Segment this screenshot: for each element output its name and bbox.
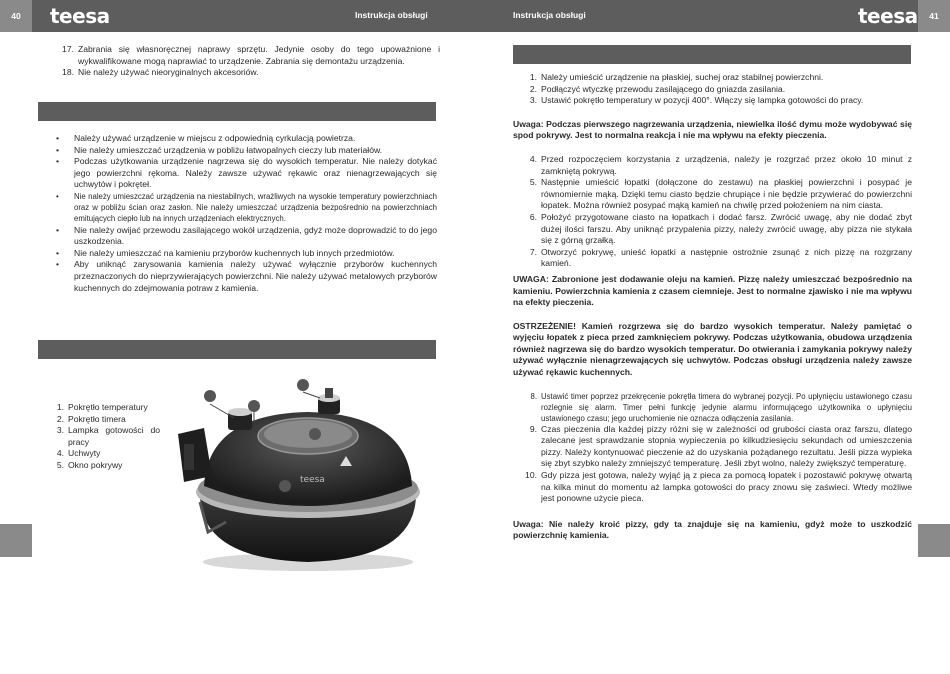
side-tab-right [918,524,950,557]
list-item: 5. Następnie umieścić łopatki (dołączone do zestawu) na płaskiej powierzchni i posypać je równomiernie mąką. Dzięki temu ciasto będzie chrupiące i nie będzie przywierać do powierzchni łopatek. Można również posypać mąką kamień na chwilę przed położeniem na nim ciasta. [529,177,912,211]
list-item: 3. Ustawić pokrętło temperatury w pozycji 400°. Włączy się lampka gotowości do pracy. [529,95,864,106]
note-first-heating: Uwaga: Podczas pierwszego nagrzewania urządzenia, niewielka ilość dymu może wydobywać się spod pokrywy. Jest to normalna reakcja i nie ma wpływu na efekty pieczenia. [513,118,912,141]
list-item: 17. Zabrania się własnoręcznej naprawy sprzętu. Jedynie osoby do tego upoważnione i wykwalifikowane mogą naprawiać to urządzenie. Zabrania się demontażu urządzenia. [62,44,440,66]
product-logo: teesa [300,475,325,485]
right-column [513,72,912,542]
header-title-left: Instrukcja obsługi [355,10,428,20]
list-item: 10. Gdy pizza jest gotowa, należy wyjąć ją z pieca za pomocą łopatek i pozostawić pokrywę otwartą na kilka minut do momentu aż lampka gotowości do pracy znowu się zaświeci. Wtedy możliwe jest ponowne użycie pieca. [525,470,912,504]
brand-logo-left: teesa [50,4,110,28]
list-item: 6. Położyć przygotowane ciasto na łopatkach i dodać farsz. Zwrócić uwagę, aby nie dodać zbyt dużej ilości farszu. Aby uniknąć przypalenia pizzy, należy zwrócić uwagę, aby pizza nie stykała się z górną grzałką. [529,211,912,246]
list-item: • Aby uniknąć zarysowania kamienia należy używać wyłącznie przyborów kuchennych przeznaczonych do nieprzywierających powierzchni. Nie należy używać metalowych przyborów kuchennych do zdejmowania potraw z kamienia. [50,259,437,294]
list-item: 1. Pokrętło temperatury [56,402,148,412]
list-item: 2. Podłączyć wtyczkę przewodu zasilającego do gniazda zasilania. [529,83,786,94]
list-item: 2. Pokrętło timera [56,413,126,424]
list-item: 1. Należy umieścić urządzenie na płaskiej, suchej oraz stabilnej powierzchni. [529,72,824,82]
list-item: • Nie należy umieszczać urządzenia na niestabilnych, wrażliwych na wysokie temperatury powierzchniach oraz w pobliżu ścian oraz zasłon. Nie należy umieszczać urządzenia bezpośrednio na powierzchniach emitujących ciepło lub na innych urządzeniach elektrycznych. [50,191,437,225]
parts-list [40,402,160,472]
list-item: • Podczas użytkowania urządzenie nagrzewa się do wysokich temperatur. Nie należy dotykać jego powierzchni rękoma. Należy zawsze używać rękawic oraz nienagrzewających się uchwytów i pokręteł. [50,156,437,191]
list-item: 5. Okno pokrywy [56,459,123,470]
safety-list-continued [50,44,440,79]
header-title-right: Instrukcja obsługi [513,10,586,20]
page-number-right: 41 [918,0,950,32]
note-oil: UWAGA: Zabronione jest dodawanie oleju na kamień. Pizzę należy umieszczać bezpośrednio na kamieniu. Powierzchnia kamienia z czasem ciemnieje. Jest to normalne zjawisko i nie ma wpływu na efekty pieczenia. [513,273,912,308]
page-number-left: 40 [0,0,32,32]
brand-logo-right: teesa [858,4,918,28]
pizza-oven-illustration [170,374,435,574]
side-tab-left [0,524,32,557]
usage-bullets [50,133,437,294]
list-item: • Nie należy umieszczać urządzenia w pobliżu łatwopalnych cieczy lub materiałów. [50,145,437,157]
section-bar-usage [513,45,911,64]
list-item: • Nie należy umieszczać na kamieniu przyborów kuchennych lub innych przedmiotów. [50,248,437,260]
section-bar-parts [38,340,436,359]
list-item: • Należy używać urządzenie w miejscu z odpowiednią cyrkulacją powietrza. [50,133,437,145]
note-cutting: Uwaga: Nie należy kroić pizzy, gdy ta znajduje się na kamieniu, gdyż może to uszkodzić powierzchnię kamienia. [513,518,912,541]
list-item: 3. Lampka gotowości do pracy [56,425,160,447]
list-item: 4. Przed rozpoczęciem korzystania z urządzenia, należy je rozgrzać przez około 10 minut z zamkniętą pokrywą. [529,153,912,176]
section-bar-safety [38,102,436,121]
warning-hot-stone: OSTRZEŻENIE! Kamień rozgrzewa się do bardzo wysokich temperatur. Należy pamiętać o wyjęciu łopatek z pieca przed zamknięciem pokrywy. Podczas użytkowania, obudowa urządzenia również nagrzewa się do bardzo wysokich temperatur. Do otwierania i zamykania pokrywy należy używać wyłącznie nienagrzewających się uchwytów. Podczas obsługi urządzenia należy zawsze używać rękawic kuchennych. [513,320,912,378]
list-item: 8. Ustawić timer poprzez przekręcenie pokrętła timera do wybranej pozycji. Po upłynięciu ustawionego czasu rozlegnie się alarm. Timer pełni funkcję jedynie alarmu informującego użytkownika o upłynięciu ustawionego czasu; jego uruchomienie nie oznacza odłączenia zasilania. [530,391,912,423]
left-column [50,44,440,79]
list-item: 9. Czas pieczenia dla każdej pizzy różni się w zależności od grubości ciasta oraz farszu, dlatego zalecane jest sprawdzanie stopnia wypieczenia po kilkudziesięciu sekundach od umieszczenia pizzy. Należy kontynuować pieczenie aż do uzyskania pożądanego rezultatu. Jeśli pizza wypieka się zbyt szybko należy zmniejszyć temperaturę. Jeśli zbyt wolno, należy zwiększyć temperaturę. [529,423,912,469]
list-item: 18. Nie należy używać nieoryginalnych akcesoriów. [62,67,259,78]
header-bar [0,0,950,32]
list-item: 4. Uchwyty [56,448,101,459]
list-item: • Nie należy owijać przewodu zasilającego wokół urządzenia, gdyż może doprowadzić to do jego uszkodzenia. [50,225,437,248]
list-item: 7. Otworzyć pokrywę, unieść łopatki a następnie ostrożnie zsunąć z nich pizzę na rozgrzany kamień. [529,246,912,269]
